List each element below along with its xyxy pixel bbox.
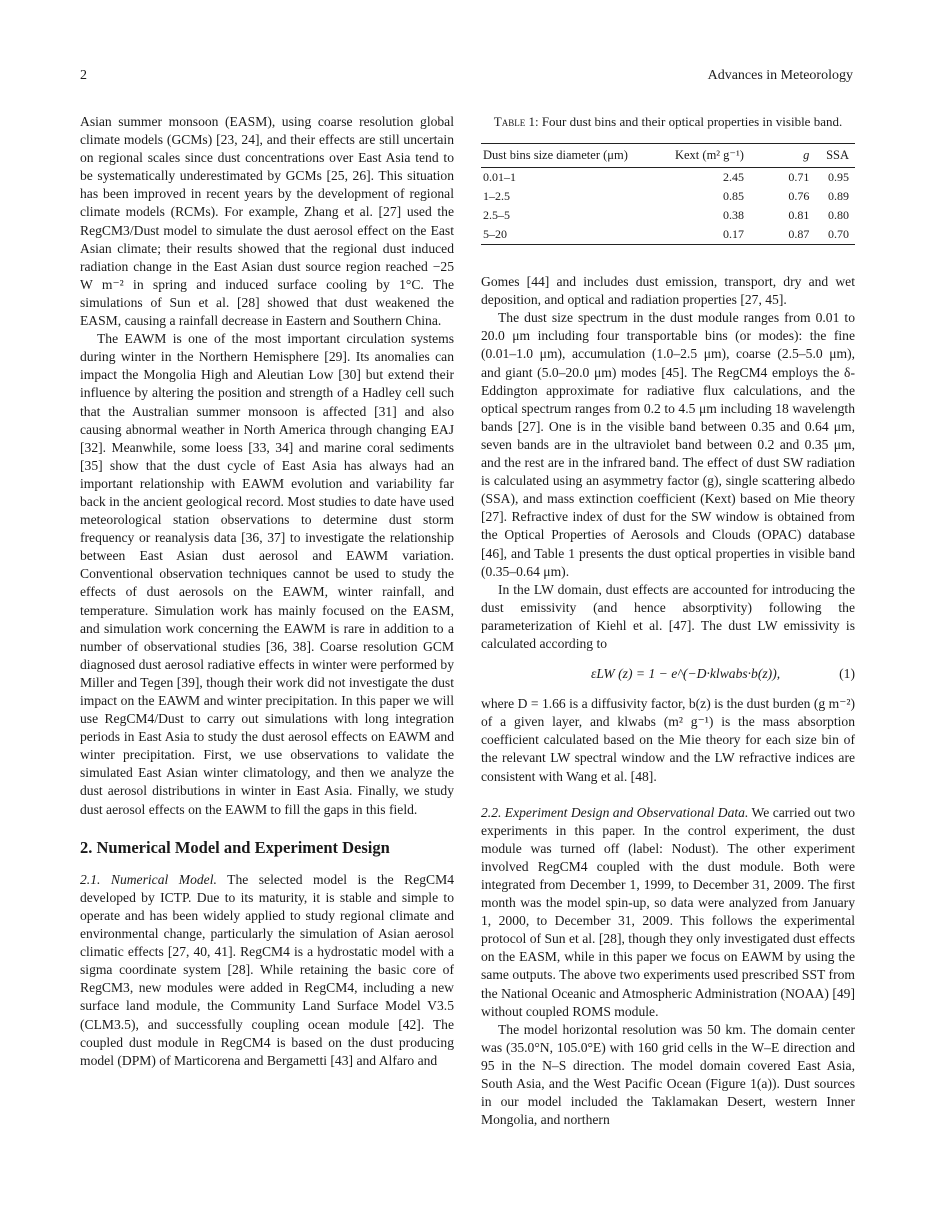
table-caption [481, 113, 855, 131]
table-row [481, 225, 855, 245]
table-header-row [481, 144, 855, 168]
paragraph-text: We carried out two experiments in this paper. In the control experiment, the dust module was turned off (label: Nodust). The other experiment involved RegCM4 coupled with the dust module. Both were integrated from December 1, 1999, to December 31, 2009. The first month was the model spin-up, so data were analyzed from January 1, 2000, to December 31, 2009. This follows the experimental protocol of Sun et al. [28], though they only investigated dust effects on the EASM, while in this paper we focus on EAWM by using the same outputs. The above two experiments used prescribed SST from the National Oceanic and Atmospheric Administration (NOAA) [49] without coupled ROMS module. [481, 804, 855, 1019]
table-cell: 0.89 [828, 189, 849, 204]
table-header: Kext (m² g⁻¹) [674, 148, 744, 163]
equation-expression: εLW (z) = 1 − e^(−D·klwabs·b(z)), [591, 666, 781, 682]
paragraph [481, 804, 855, 1021]
left-column [80, 113, 454, 1070]
dust-bins-table [481, 143, 855, 245]
journal-name: Advances in Meteorology [707, 68, 853, 83]
paragraph: In the LW domain, dust effects are accounted for introducing the dust emissivity (and hence absorptivity) following the parameterization of Kiehl et al. [47]. The dust LW emissivity is calculated according to [481, 581, 855, 651]
table-cell: 0.81 [788, 208, 810, 223]
right-column [481, 113, 855, 1129]
table-cell: 0.76 [788, 189, 810, 204]
table-header: g [803, 148, 810, 163]
table-row [481, 206, 855, 225]
equation-number: (1) [839, 666, 855, 682]
table-cell: 0.80 [828, 208, 849, 223]
table-row [481, 168, 855, 188]
subsection-title: 2.2. Experiment Design and Observational Data. [481, 804, 749, 820]
subsection-title: 2.1. Numerical Model. [80, 871, 217, 887]
paragraph [80, 871, 454, 1070]
equation [481, 665, 855, 683]
table-cell: 0.87 [788, 227, 810, 242]
table-cell: 0.70 [828, 227, 849, 242]
table-cell: 2.45 [722, 170, 744, 185]
paragraph: Asian summer monsoon (EASM), using coarse resolution global climate models (GCMs) [23, 24], and their effects are still uncertain on regional scales since dust concentrations over East Asia tend to be systematically underestimated by GCMs [25, 26]. This situation has been improved in recent years by the development of regional climate models (RCMs). For example, Zhang et al. [27] used the RegCM3/Dust model to simulate the dust aerosol effect on the East Asian climate; their results showed that the regional dust induced radiation change in the East Asian dust source region reached −25 W m⁻² in spring and induced surface cooling by 1°C. The simulations of Sun et al. [28] showed that dust weakened the EASM, causing a rainfall decrease in Eastern and Southern China. [80, 114, 454, 329]
paragraph: The model horizontal resolution was 50 km. The domain center was (35.0°N, 105.0°E) with 160 grid cells in the W–E direction and 95 in the N–S direction. The model domain covered East Asia, South Asia, and the West Pacific Ocean (Figure 1(a)). Dust sources in our model included the Taklamakan Desert, western Inner Mongolia, and northern [481, 1021, 855, 1128]
table-row [481, 187, 855, 206]
table-cell: 0.38 [722, 208, 744, 223]
table-cell: 5–20 [483, 227, 507, 242]
paragraph: where D = 1.66 is a diffusivity factor, b(z) is the dust burden (g m⁻²) of a given layer, and klwabs (m² g⁻¹) is the mass absorption coefficient calculated based on the Mie theory for each size bin of the relevant LW spectral window and the LW refractive indices are consistent with Wang et al. [48]. [481, 696, 855, 784]
table-cell: 0.95 [828, 170, 849, 185]
table-caption-text: Four dust bins and their optical properties in visible band. [541, 114, 843, 129]
table-cell: 1–2.5 [483, 189, 510, 204]
paragraph: The dust size spectrum in the dust module ranges from 0.01 to 20.0 μm including four transportable bins (or modes): the fine (0.01–1.0 μm), accumulation (1.0–2.5 μm), coarse (2.5–5.0 μm), and giant (5.0–20.0 μm) modes [45]. The RegCM4 employs the δ-Eddington approximate for radiative flux calculations, and the optical spectrum ranges from 0.2 to 4.5 μm including 18 wavelength bands [27]. One is in the visible band between 0.35 and 0.64 μm, seven bands are in the ultraviolet band between 0.2 and 0.35 μm, and the rest are in the infrared band. The effect of dust SW radiation is calculated using an asymmetry factor (g), single scattering albedo (SSA), and mass extinction coefficient (Kext) based on Mie theory [27]. Refractive index of dust for the SW window is obtained from the Optical Properties of Aerosols and Clouds (OPAC) database [46], and Table 1 presents the dust optical properties in visible band (0.35–0.64 μm). [481, 310, 855, 579]
table-header: Dust bins size diameter (μm) [483, 148, 628, 163]
page-number: 2 [80, 68, 87, 83]
paragraph-text: The selected model is the RegCM4 developed by ICTP. Due to its maturity, it is stable and simple to operate and has been widely applied to study regional climate and environmental change, particularly the simulation of Asian aerosol climatic effects [27, 40, 41]. RegCM4 is a hydrostatic model with a sigma coordinate system [28]. While retaining the basic core of RegCM3, new modules were added in RegCM4, including a new surface land module, the Community Land Surface Model V3.5 (CLM3.5), and successfully coupling ocean module [42]. The coupled dust module in RegCM4 is based on the dust producing model (DPM) of Marticorena and Bergametti [43] and Alfaro and [80, 871, 455, 1068]
table-cell: 0.01–1 [483, 170, 516, 185]
paragraph: Gomes [44] and includes dust emission, transport, dry and wet deposition, and optical and radiation properties [27, 45]. [481, 274, 855, 308]
table-cell: 0.17 [722, 227, 744, 242]
table-cell: 0.71 [788, 170, 810, 185]
table-header: SSA [826, 148, 849, 163]
table-label: Table 1: [493, 114, 539, 129]
paragraph: The EAWM is one of the most important circulation systems during winter in the Northern Hemisphere [29]. Its anomalies can impact the Mongolia High and Aleutian Low [30] but extend their influence by altering the position and strength of a Hadley cell such that the Australian summer monsoon is affected [31] and also causing abnormal weather in North America through changing EAJ [32]. Meanwhile, some loess [33, 34] and marine coral sediments [35] show that the dust cycle of East Asia has always had an important relationship with EAWM evolution and variability far back in the ancient geological record. Most studies to date have used meteorological station observations to determine dust storm frequency or reanalysis data [36, 37] to investigate the relationship between East Asian dust aerosol and EAWM variation. Conventional observation techniques cannot be used to study the effects of dust aerosols on the EAWM, winter rainfall, and temperature. Simulation work has mainly focused on the EASM, and simulation work concerning the EAWM is rare in addition to a number of observational studies [36, 38]. Coarse resolution GCM diagnosed dust aerosol radiative effects in winter were performed by Miller and Tegen [39], though their work did not investigate the dust impact on the EAWM and winter precipitation. In this paper we will use RegCM4/Dust to carry out simulations with long integration periods in East Asia to study the dust aerosol effects on EAWM and winter precipitation. First, we use observations to validate the simulated East Asian winter climatology, and then we analyze the dust aerosol distributions in winter in East Asia. Finally, we study dust aerosol effects on the EAWM to fill the gaps in this field. [80, 331, 454, 817]
section-title: 2. Numerical Model and Experiment Design [80, 837, 390, 857]
table-cell: 0.85 [722, 189, 744, 204]
table-cell: 2.5–5 [483, 208, 510, 223]
page-header [80, 68, 853, 84]
